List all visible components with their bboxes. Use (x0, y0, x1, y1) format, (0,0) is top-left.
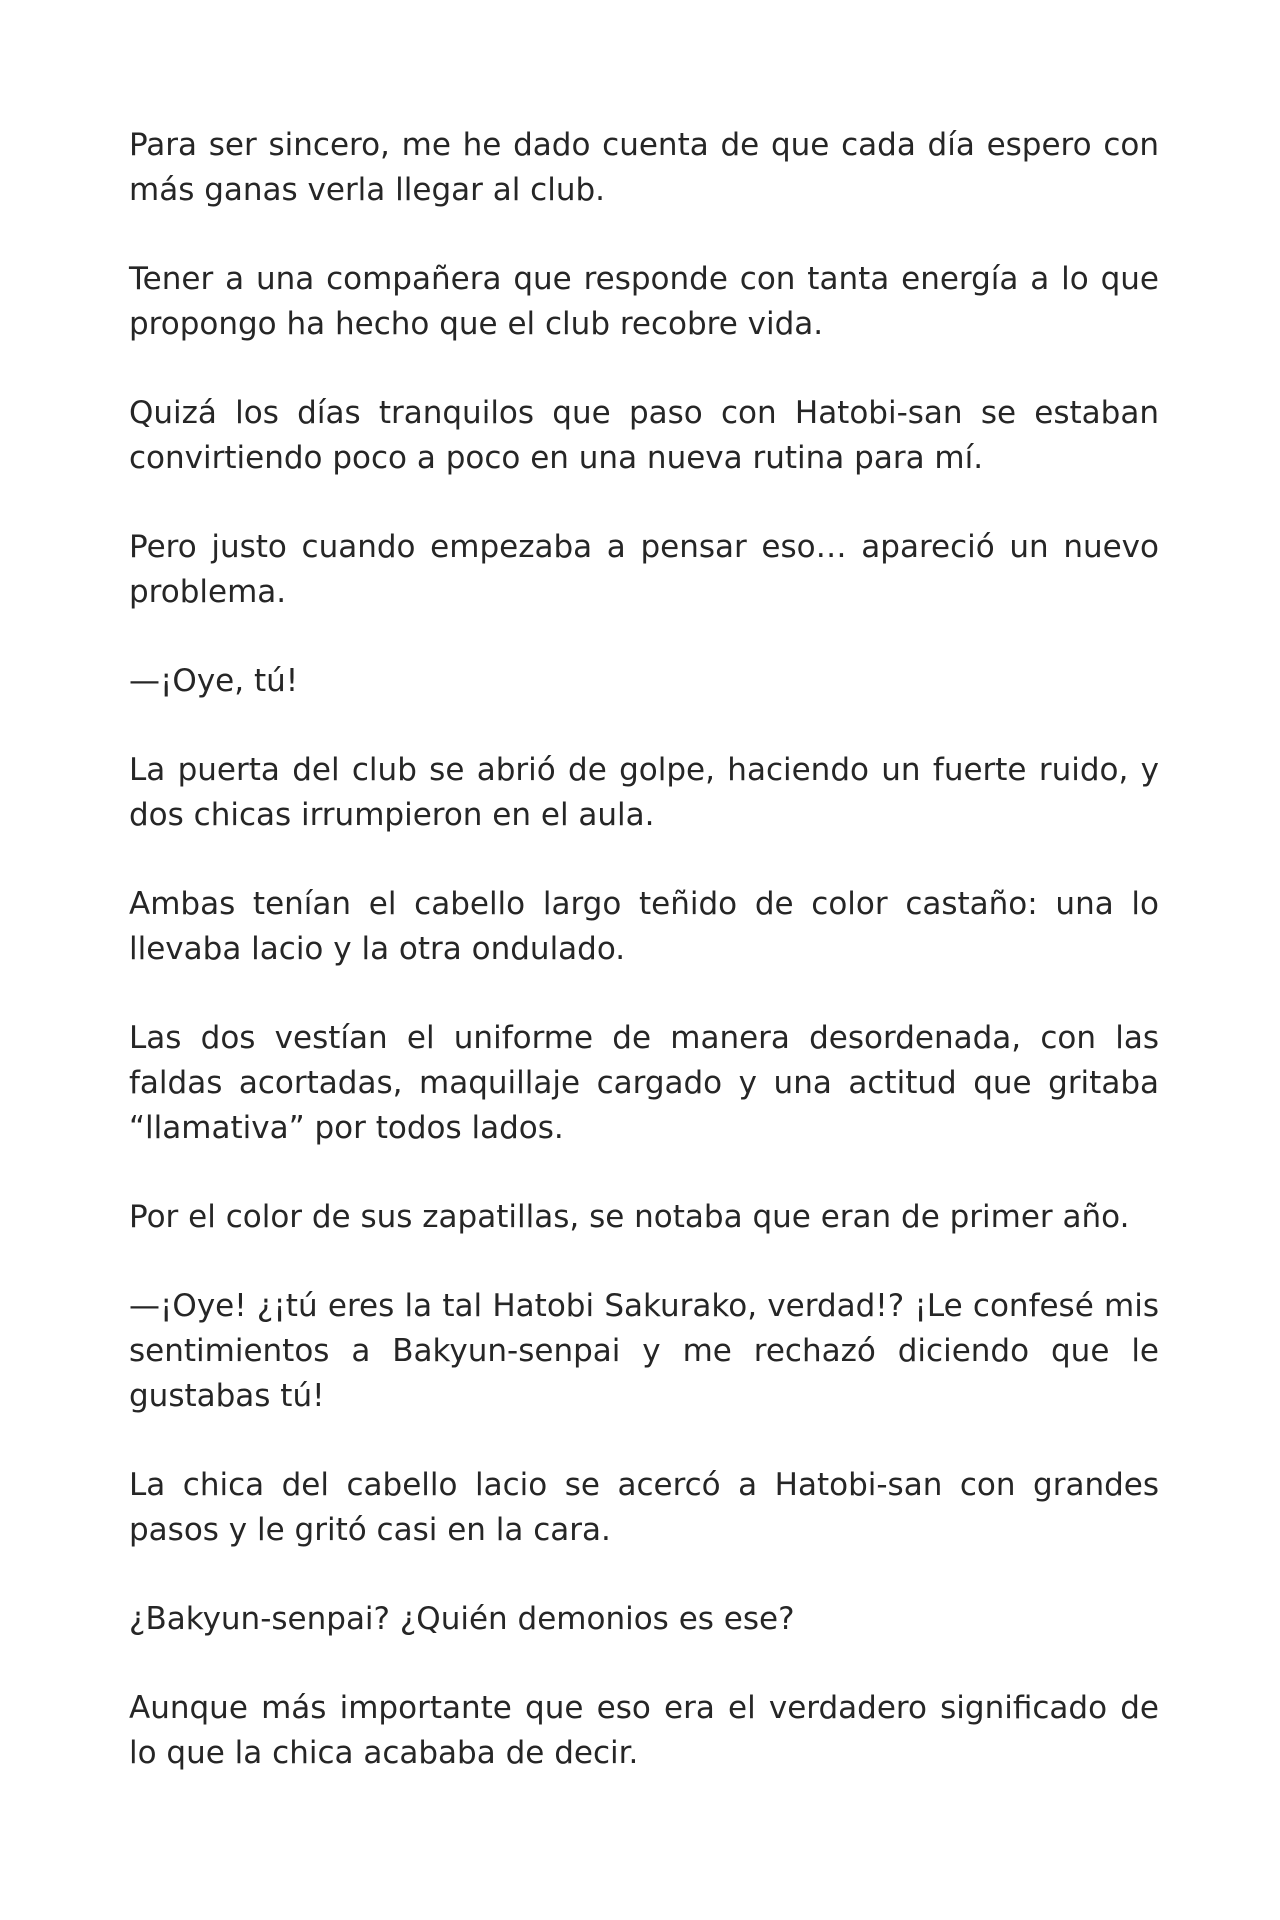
body-text (129, 123, 1159, 1776)
paragraph: Ambas tenían el cabello largo teñido de color castaño: una lo llevaba lacio y la otra ondulado. (129, 886, 1159, 967)
paragraph: ¿Bakyun-senpai? ¿Quién demonios es ese? (129, 1601, 795, 1637)
paragraph: Pero justo cuando empezaba a pensar eso… apareció un nuevo problema. (129, 529, 1159, 610)
paragraph: Aunque más importante que eso era el verdadero significado de lo que la chica acababa de decir. (129, 1690, 1159, 1771)
paragraph: Las dos vestían el uniforme de manera desordenada, con las faldas acortadas, maquillaje cargado y una actitud que gritaba “llamativa” por todos lados. (129, 1020, 1159, 1146)
paragraph: Quizá los días tranquilos que paso con Hatobi-san se estaban convirtiendo poco a poco en una nueva rutina para mí. (129, 395, 1159, 476)
dialogue-line: —¡Oye, tú! (129, 663, 299, 699)
paragraph: La puerta del club se abrió de golpe, haciendo un fuerte ruido, y dos chicas irrumpieron en el aula. (129, 752, 1159, 833)
dialogue-line: —¡Oye! ¿¡tú eres la tal Hatobi Sakurako, verdad!? ¡Le confesé mis sentimientos a Bakyun-senpai y me rechazó diciendo que le gustabas tú! (129, 1288, 1159, 1414)
paragraph: Por el color de sus zapatillas, se notaba que eran de primer año. (129, 1199, 1130, 1235)
paragraph: Tener a una compañera que responde con tanta energía a lo que propongo ha hecho que el club recobre vida. (129, 261, 1159, 342)
paragraph: La chica del cabello lacio se acercó a Hatobi-san con grandes pasos y le gritó casi en la cara. (129, 1467, 1159, 1548)
paragraph: Para ser sincero, me he dado cuenta de que cada día espero con más ganas verla llegar al club. (129, 127, 1159, 208)
